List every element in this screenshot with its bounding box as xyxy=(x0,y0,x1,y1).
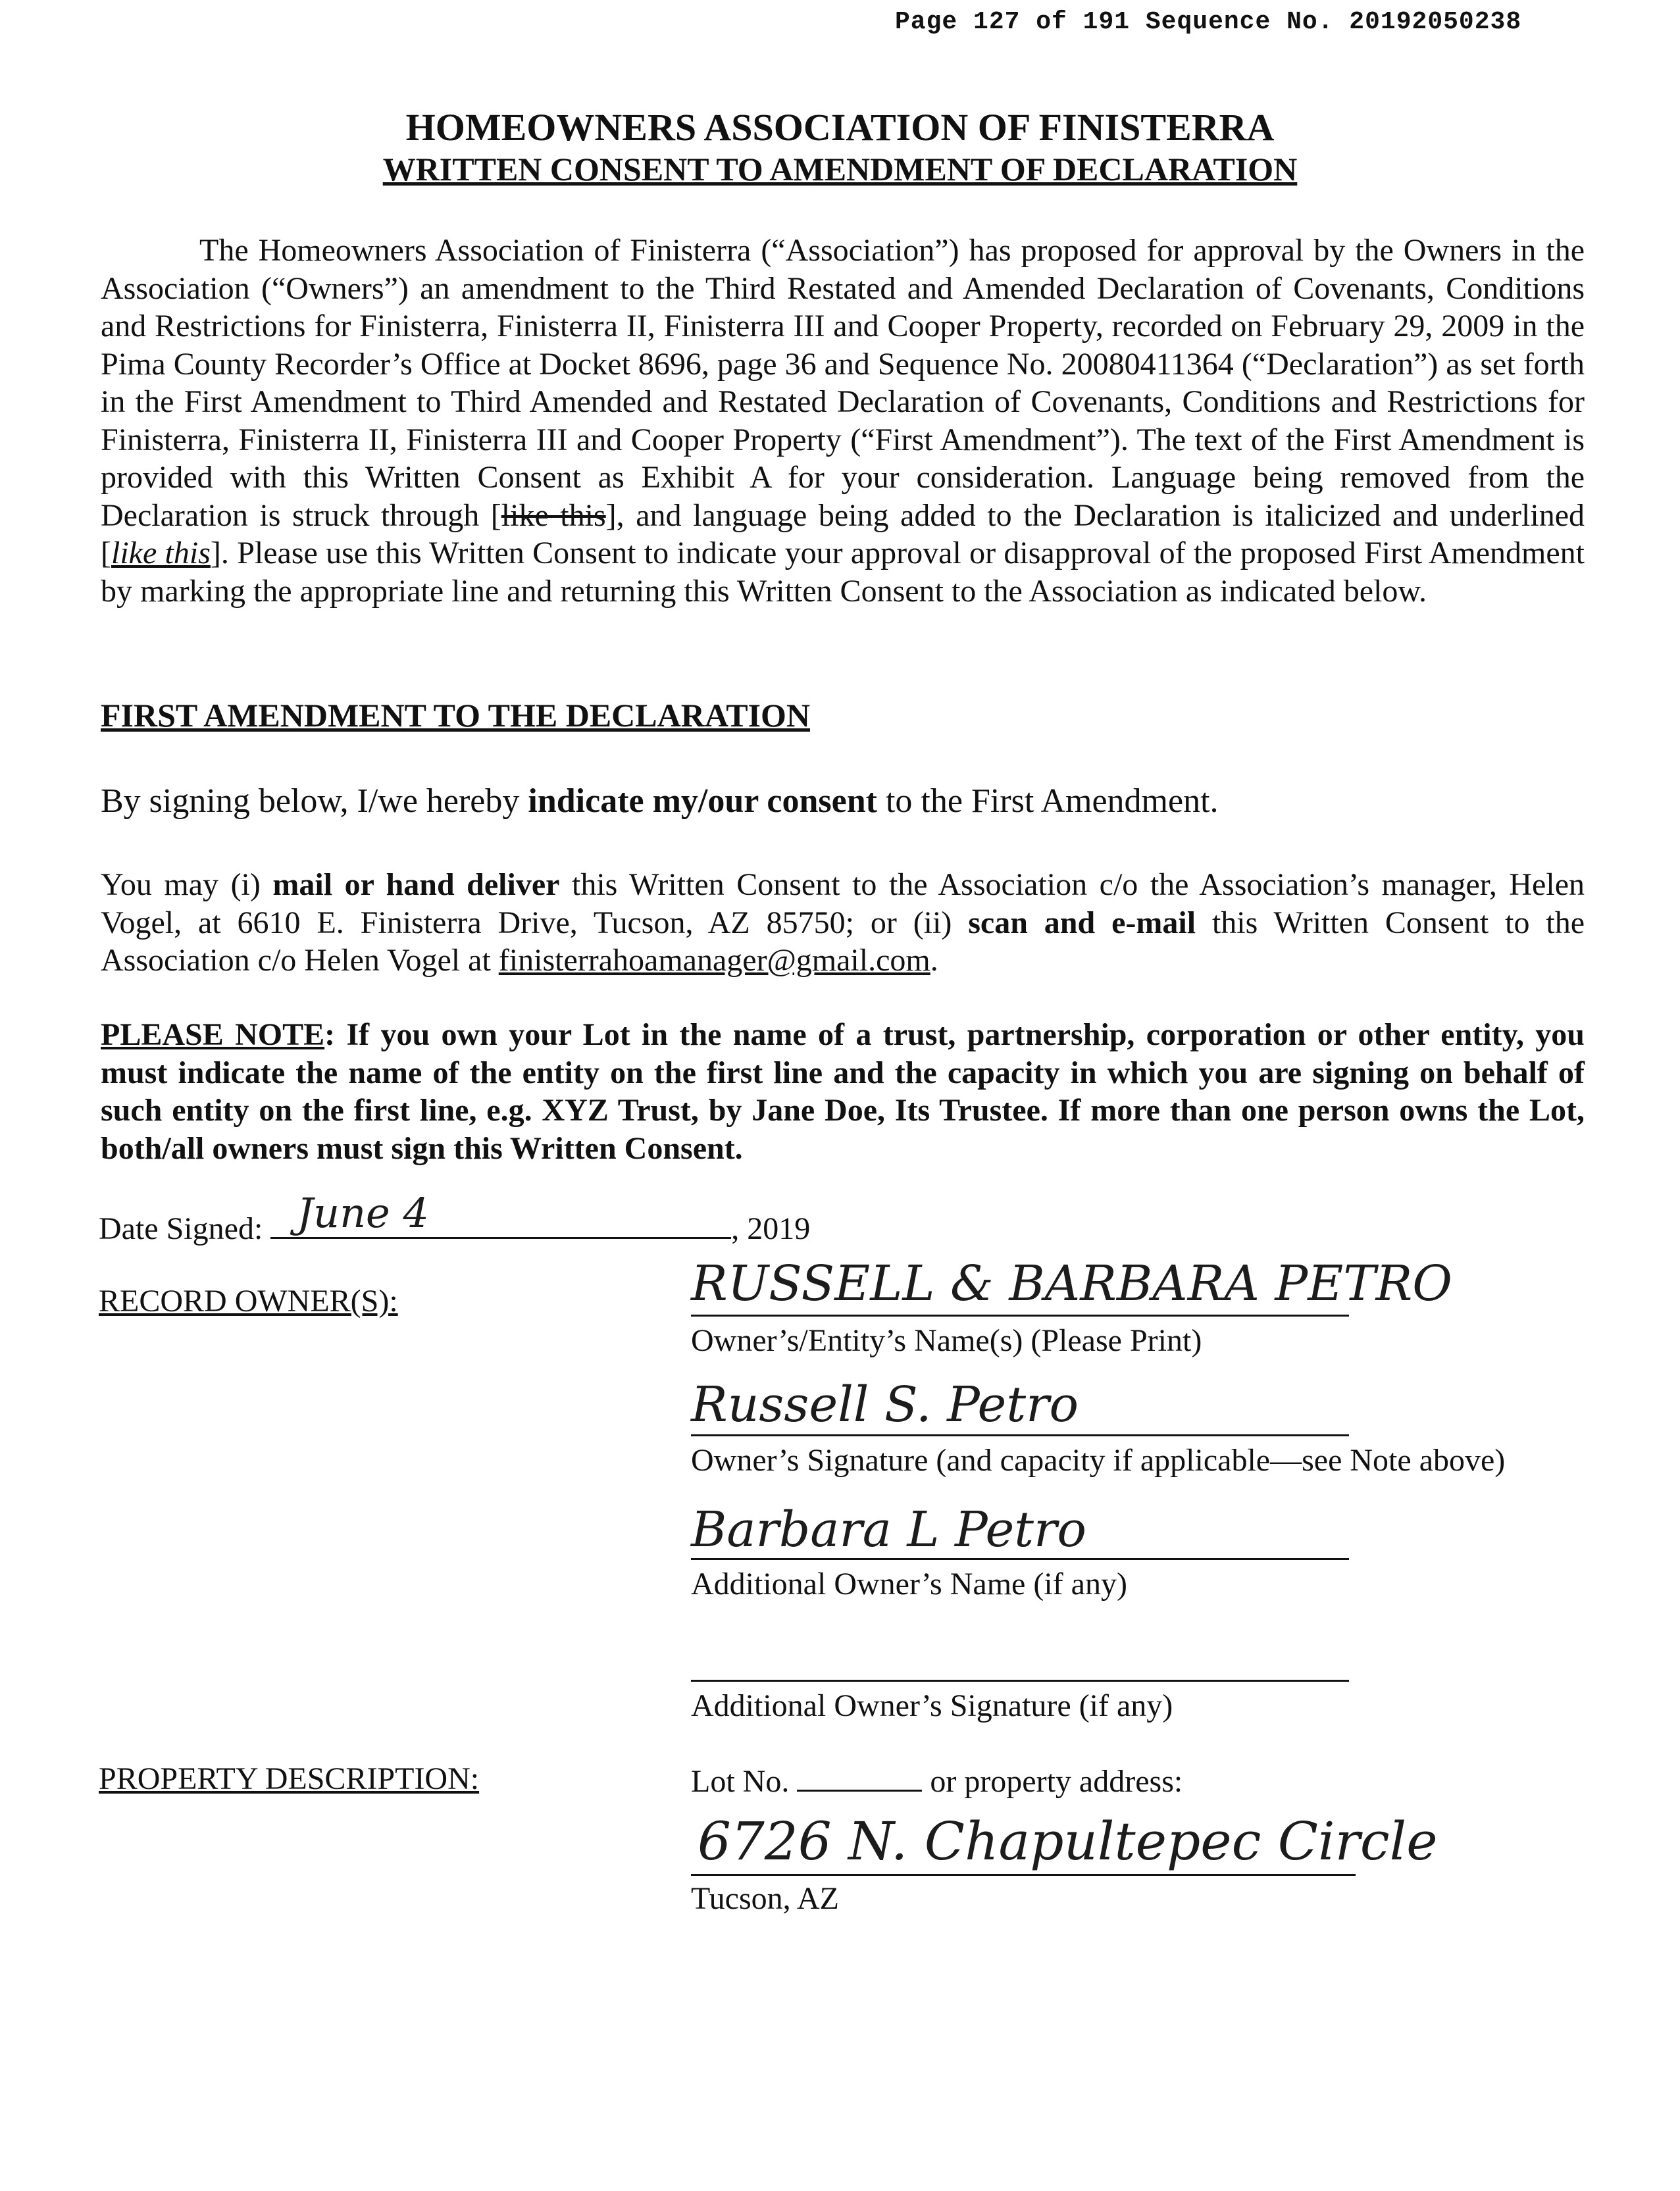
delivery-b2: scan and e-mail xyxy=(968,905,1196,940)
address-city: Tucson, AZ xyxy=(691,1881,839,1916)
delivery-t2: this Written Consent to the Association c/o the Association’s manager, Helen Vogel, at 6610 E. Finisterra Drive, Tucson, AZ 85750; or (ii) xyxy=(101,867,1585,940)
owner-signature-handwritten: Russell S. Petro xyxy=(691,1376,1079,1433)
date-year: , 2019 xyxy=(731,1211,811,1246)
delivery-t1: You may (i) xyxy=(101,867,273,902)
document-title: HOMEOWNERS ASSOCIATION OF FINISTERRA xyxy=(405,106,1275,149)
additional-owner-name-caption: Additional Owner’s Name (if any) xyxy=(691,1567,1127,1601)
additional-owner-name-field[interactable] xyxy=(691,1558,1349,1560)
lot-row xyxy=(691,1761,1183,1800)
intro-paragraph xyxy=(101,232,1585,610)
property-address-field[interactable] xyxy=(691,1874,1356,1876)
delivery-b1: mail or hand deliver xyxy=(272,867,560,902)
italic-example: like this xyxy=(111,536,211,570)
address-label: or property address: xyxy=(930,1764,1183,1799)
page-sequence-header: Page 127 of 191 Sequence No. 20192050238 xyxy=(895,8,1522,36)
owner-name-field[interactable] xyxy=(691,1315,1349,1317)
property-description-label: PROPERTY DESCRIPTION: xyxy=(99,1761,480,1796)
section-heading: FIRST AMENDMENT TO THE DECLARATION xyxy=(101,697,811,734)
owner-name-caption: Owner’s/Entity’s Name(s) (Please Print) xyxy=(691,1323,1202,1358)
note-text: : If you own your Lot in the name of a trust, partnership, corporation or other entity, you must indicate the name of the entity on the first line and the capacity in which you are signing on behalf of such entity on the first line, e.g. XYZ Trust, by Jane Doe, Its Trustee. If more than one person owns the Lot, both/all owners must sign this Written Consent. xyxy=(101,1017,1585,1166)
manager-email-link[interactable]: finisterrahoamanager@gmail.com xyxy=(498,943,930,978)
delivery-instructions xyxy=(101,866,1585,980)
date-handwritten: June 4 xyxy=(297,1189,429,1237)
lot-number-field[interactable] xyxy=(797,1761,922,1792)
consent-suffix: to the First Amendment. xyxy=(877,782,1219,820)
owner-signature-caption: Owner’s Signature (and capacity if applicable—see Note above) xyxy=(691,1443,1506,1478)
strike-example: like this xyxy=(501,497,606,533)
consent-prefix: By signing below, I/we hereby xyxy=(101,782,528,820)
consent-bold: indicate my/our consent xyxy=(528,782,877,820)
intro-part3: ]. Please use this Written Consent to indicate your approval or disapproval of the proposed First Amendment by marking the appropriate line and returning this Written Consent to the Association as indicated below. xyxy=(101,536,1585,609)
intro-part1: The Homeowners Association of Finisterra (“Association”) has proposed for approval by the Owners in the Association (“Owners”) an amendment to the Third Restated and Amended Declaration of Covenants, Conditions and Restrictions for Finisterra, Finisterra II, Finisterra III and Cooper Property, recorded on February 29, 2009 in the Pima County Recorder’s Office at Docket 8696, page 36 and Sequence No. 20080411364 (“Declaration”) as set forth in the First Amendment to Third Amended and Restated Declaration of Covenants, Conditions and Restrictions for Finisterra, Finisterra II, Finisterra III and Cooper Property (“First Amendment”). The text of the First Amendment is provided with this Written Consent as Exhibit A for your consideration. Language being removed from the Declaration is struck through [ xyxy=(101,233,1585,533)
date-signed-label: Date Signed: xyxy=(99,1211,263,1246)
additional-owner-signature-field[interactable] xyxy=(691,1680,1349,1682)
delivery-t3: this Written Consent to the Association c/o Helen Vogel at xyxy=(101,905,1585,978)
date-signed-row xyxy=(99,1189,811,1247)
additional-owner-signature-caption: Additional Owner’s Signature (if any) xyxy=(691,1688,1173,1723)
owner-name-handwritten: RUSSELL & BARBARA PETRO xyxy=(691,1255,1452,1312)
document-subtitle xyxy=(0,150,1680,188)
date-signed-field[interactable] xyxy=(270,1189,731,1239)
note-lead: PLEASE NOTE xyxy=(101,1017,325,1052)
record-owners-label: RECORD OWNER(S): xyxy=(99,1284,398,1319)
additional-owner-name-handwritten: Barbara L Petro xyxy=(691,1501,1086,1558)
lot-label: Lot No. xyxy=(691,1764,790,1799)
subtitle-text: WRITTEN CONSENT TO AMENDMENT OF DECLARATION xyxy=(382,151,1298,188)
owner-signature-field[interactable] xyxy=(691,1434,1349,1436)
delivery-t4: . xyxy=(930,943,938,978)
intro-part2: ], and language being added to the Declaration is italicized and underlined [ xyxy=(101,497,1585,570)
address-handwritten: 6726 N. Chapultepec Circle xyxy=(698,1811,1438,1872)
please-note xyxy=(101,1016,1585,1167)
consent-statement xyxy=(101,782,1219,820)
